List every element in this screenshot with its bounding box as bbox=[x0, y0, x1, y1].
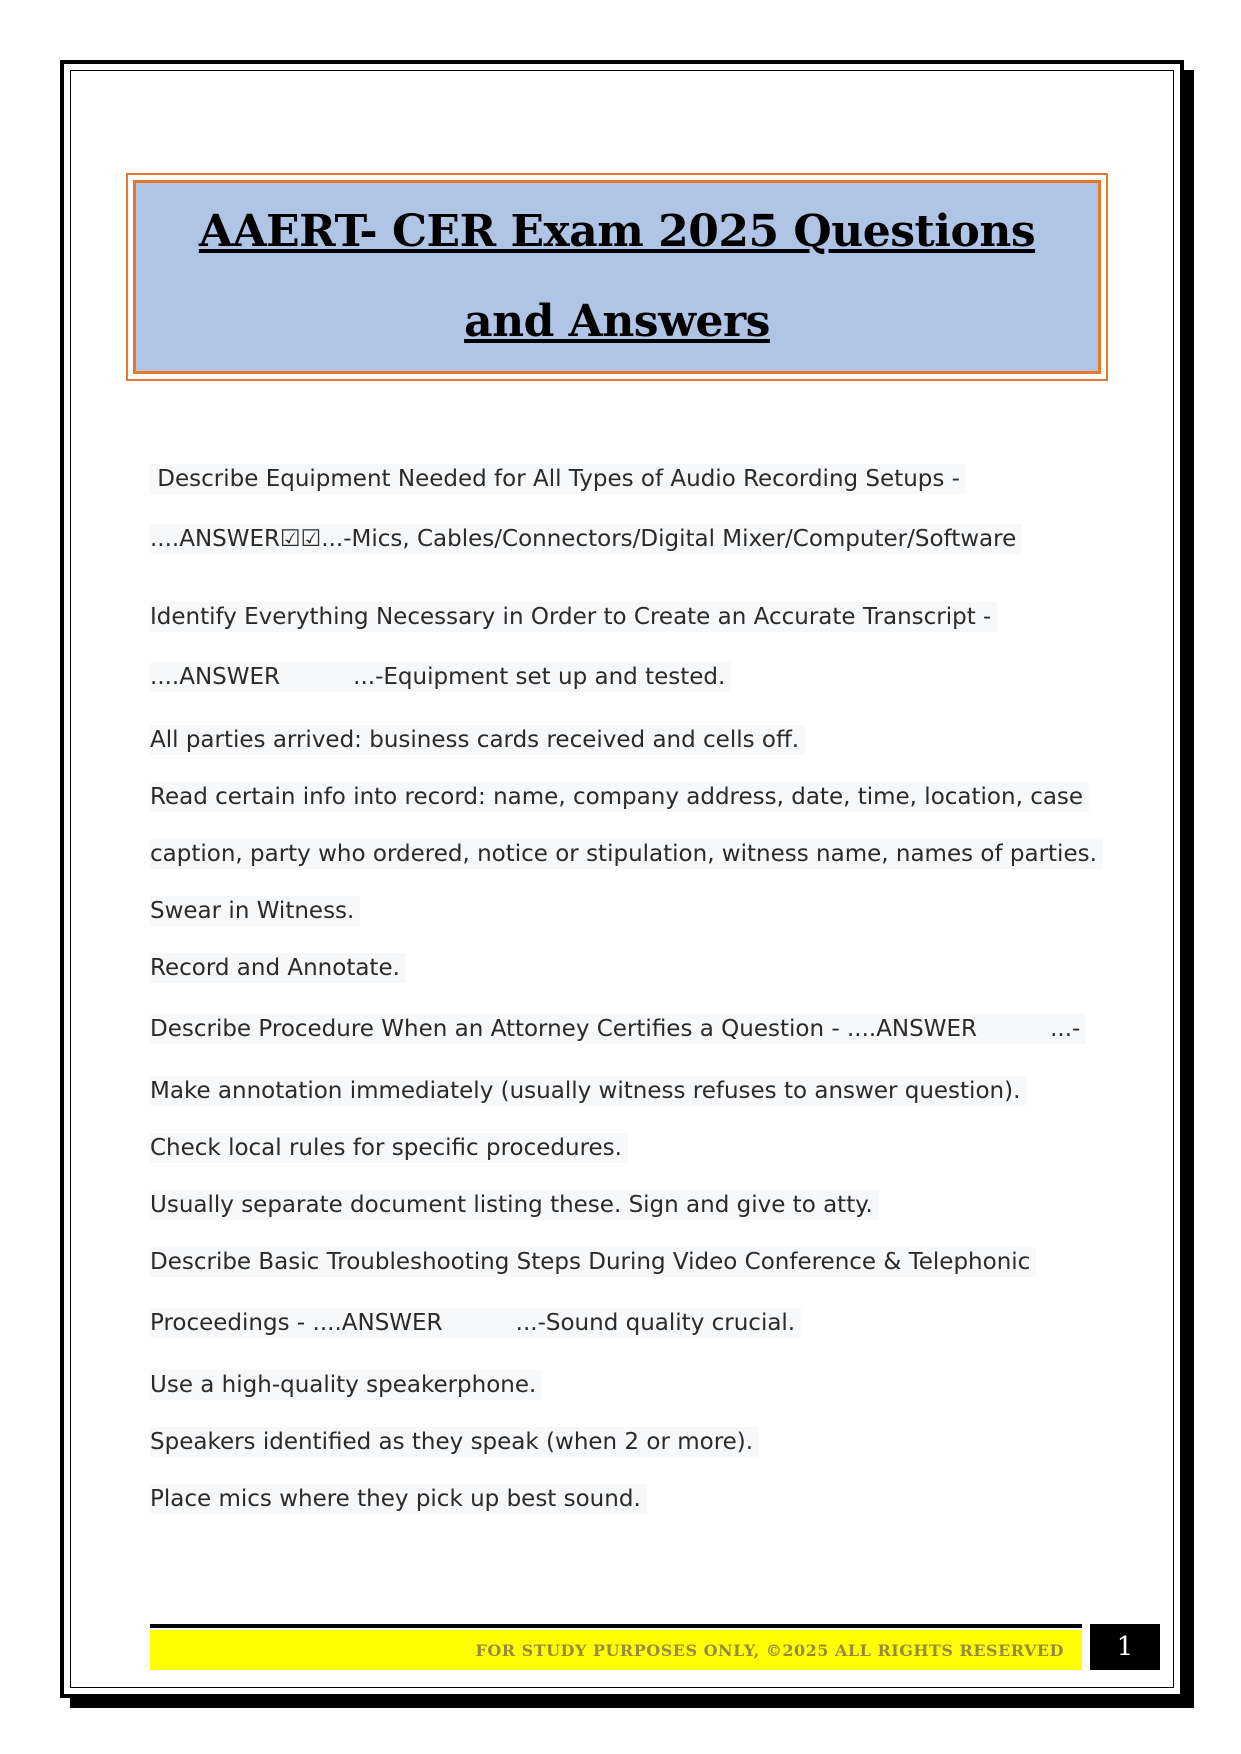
answer-line: All parties arrived: business cards received and cells off. bbox=[150, 725, 805, 755]
title-box bbox=[126, 173, 1108, 381]
question-3-line-1: Describe Procedure When an Attorney Certifies a Question - ....ANSWER ...- bbox=[150, 1014, 1086, 1044]
answer-line: caption, party who ordered, notice or stipulation, witness name, names of parties. bbox=[150, 839, 1103, 869]
answer-line: Record and Annotate. bbox=[150, 953, 406, 983]
question-4-line-1: Describe Basic Troubleshooting Steps During Video Conference & Telephonic bbox=[150, 1247, 1036, 1277]
answer-line: Swear in Witness. bbox=[150, 896, 360, 926]
answer-line: Use a high-quality speakerphone. bbox=[150, 1370, 542, 1400]
answer-line: Place mics where they pick up best sound. bbox=[150, 1484, 647, 1514]
answer-line: Read certain info into record: name, company address, date, time, location, case bbox=[150, 782, 1089, 812]
title-panel bbox=[133, 180, 1101, 374]
answer-line: Usually separate document listing these. Sign and give to atty. bbox=[150, 1190, 879, 1220]
question-2-answer: ....ANSWER ...-Equipment set up and tested. bbox=[150, 662, 731, 692]
title-line-2: and Answers bbox=[464, 296, 770, 347]
question-2-line-1: Identify Everything Necessary in Order to Create an Accurate Transcript - bbox=[150, 602, 997, 632]
footer-rule bbox=[150, 1624, 1082, 1628]
question-1-answer: ....ANSWER☑☑...-Mics, Cables/Connectors/Digital Mixer/Computer/Software bbox=[150, 524, 1022, 554]
answer-line: Check local rules for specific procedures. bbox=[150, 1133, 628, 1163]
title-line-1: AAERT- CER Exam 2025 Questions bbox=[198, 206, 1036, 257]
question-1-line-1: Describe Equipment Needed for All Types of Audio Recording Setups - bbox=[150, 464, 966, 494]
footer-bar bbox=[150, 1630, 1082, 1670]
answer-line: Speakers identified as they speak (when 2 or more). bbox=[150, 1427, 759, 1457]
answer-line: Make annotation immediately (usually witness refuses to answer question). bbox=[150, 1076, 1026, 1106]
question-4-answer: Proceedings - ....ANSWER ...-Sound quality crucial. bbox=[150, 1308, 801, 1338]
page-number: 1 bbox=[1090, 1624, 1160, 1670]
footer-text: FOR STUDY PURPOSES ONLY, ©2025 ALL RIGHTS RESERVED bbox=[475, 1640, 1064, 1660]
